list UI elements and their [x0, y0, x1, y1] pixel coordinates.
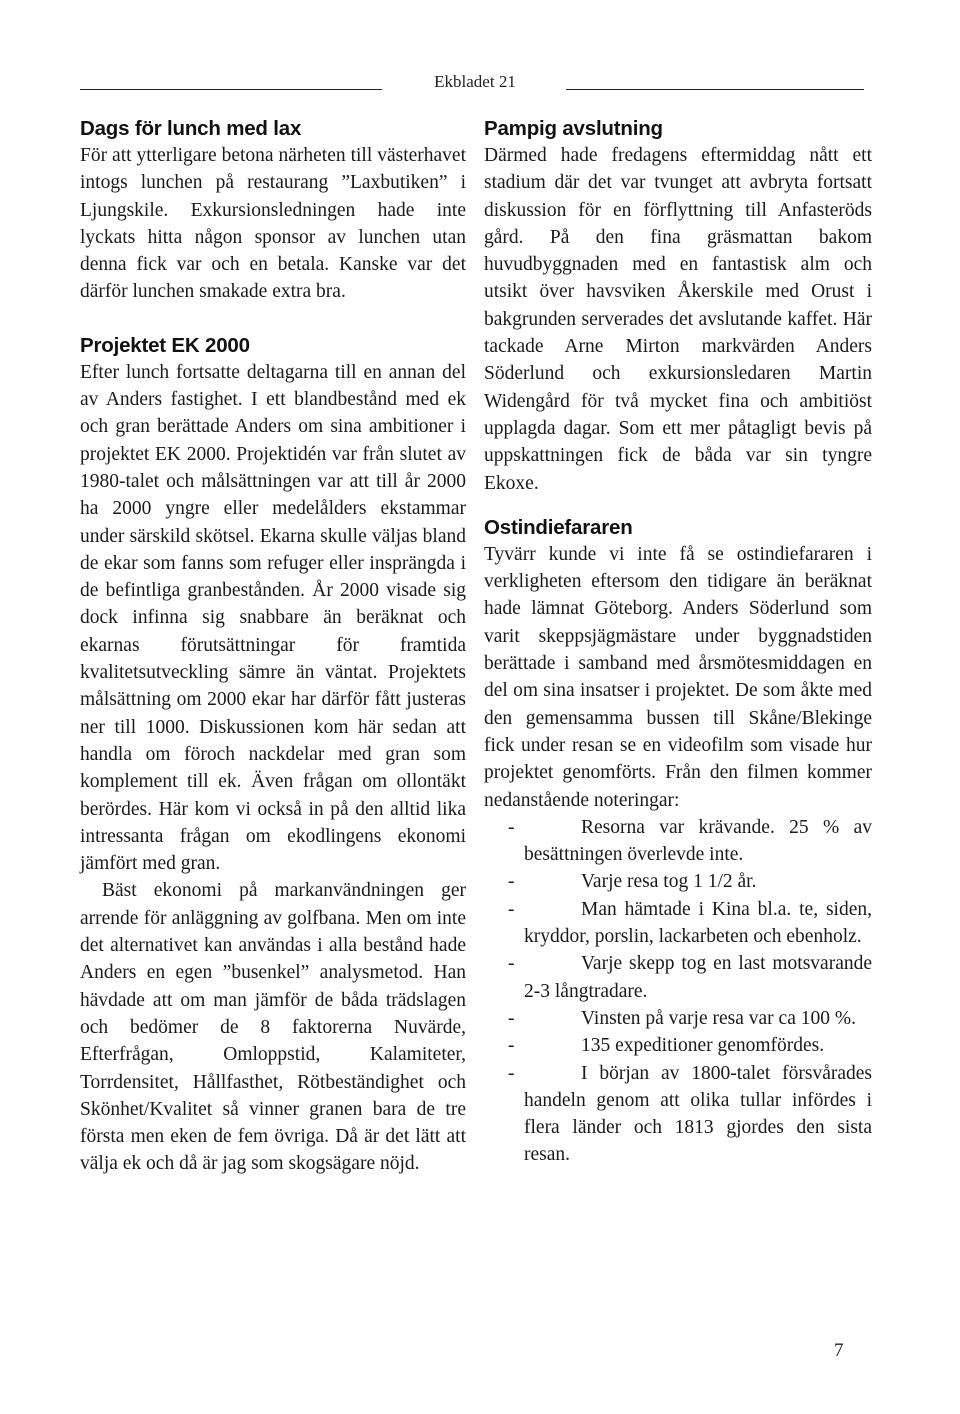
paragraph-ek2000-2: Bäst ekonomi på markanvändningen ger arrende för anläggning av golfbana. Men om inte det alternativet kan användas i alla bestånd hade Anders en egen ”busenkel” analysmetod. Han hävdade att om man jämför de båda trädslagen och bedömer de 8 faktorerna Nuvärde, Efterfrågan, Omloppstid, Kalamiteter, Torrdensitet, Hållfasthet, Rötbeständighet och Skönhet/Kvalitet så vinner granen bara de tre första men eken de fem övriga. Då är det lätt att välja ek och då är jag som skogsägare nöjd. — [80, 880, 466, 1175]
section-heading-ostindiefararen: Ostindiefararen — [484, 515, 633, 539]
list-item: - I början av 1800-talet försvårades handeln genom att olika tullar infördes i flera länder och 1813 gjordes den sista resan. — [508, 1062, 872, 1166]
list-item: - 135 expeditioner genomfördes. — [508, 1035, 825, 1057]
header-rule-left — [80, 89, 382, 90]
paragraph-lunch: För att ytterligare betona närheten till västerhavet intogs lunchen på restaurang ”Laxbutiken” i Ljungskile. Exkursionsledningen hade inte lyckats hitta någon sponsor av lunchen utan denna fick var och en betala. Kanske var det därför lunchen smakade extra bra. — [80, 145, 466, 303]
section-heading-avslutning: Pampig avslutning — [484, 117, 663, 140]
right-column — [484, 116, 872, 1169]
paragraph-ek2000-1: Efter lunch fortsatte deltagarna till en annan del av Anders fastighet. I ett blandbestånd med ek och gran berättade Anders om sina ambitioner i projektet EK 2000. Projektidén var från slutet av 1980-talet och målsättningen var att till år 2000 ha 2000 yngre eller medelålders ekstammar under särskild skötsel. Ekarna skulle väljas bland de ekar som fanns som refuger eller insprängda i de befintliga granbestånden. År 2000 visade sig dock infinna sig snabbare än beräknat och ekarnas förutsättningar för framtida kvalitetsutveckling sämre än väntat. Projektets målsättning om 2000 ekar har därför fått justeras ner till 1000. Diskussionen kom här sedan att handla om föroch nackdelar med gran som komplement till ek. Även frågan om ollontäkt berördes. Här kom vi också in på den alltid lika intressanta frågan om ekodlingens ekonomi jämfört med gran. — [80, 361, 466, 875]
left-column — [80, 116, 466, 1178]
list-item: - Man hämtade i Kina bl.a. te, siden, kryddor, porslin, lackarbeten och ebenholz. — [508, 898, 872, 948]
notes-list — [484, 814, 872, 1169]
paragraph-avslutning: Därmed hade fredagens eftermiddag nått ett stadium där det var tvunget att avbryta fortsatt diskussion för en förflyttning till Anfasteröds gård. På den fina gräsmattan bakom huvudbyggnaden med en fantastisk alm och utsikt över havsviken Åkerskile med Orust i bakgrunden serverades det avslutande kaffet. Här tackade Arne Mirton markvärden Anders Söderlund och exkursionsledaren Martin Widengård för två mycket fina och ambitiöst upplagda dagar. Som ett mer påtagligt bevis på uppskattningen fick de båda var sin tyngre Ekoxe. — [484, 145, 872, 494]
running-header: Ekbladet 21 — [434, 72, 516, 91]
page-number: 7 — [834, 1340, 844, 1361]
section-heading-ek2000: Projektet EK 2000 — [80, 333, 250, 357]
list-item: - Resorna var krävande. 25 % av besättningen överlevde inte. — [508, 816, 872, 866]
list-item: - Varje resa tog 1 1/2 år. — [508, 871, 757, 893]
header-rule-right — [566, 89, 864, 90]
list-item: - Vinsten på varje resa var ca 100 %. — [508, 1007, 856, 1029]
list-item: - Varje skepp tog en last motsvarande 2-3 långtradare. — [508, 953, 872, 1002]
paragraph-ostindiefararen: Tyvärr kunde vi inte få se ostindiefararen i verkligheten eftersom den tidigare än beräknat hade lämnat Göteborg. Anders Söderlund som varit skeppsjägmästare under byggnadstiden berättade i samband med årsmötesmiddagen en del om sina insatser i projektet. De som åkte med den gemensamma bussen till Skåne/Blekinge fick under resan se en videofilm som visade hur projektet genomförts. Från den filmen kommer nedanstående noteringar: — [484, 543, 872, 811]
section-heading-lunch: Dags för lunch med lax — [80, 117, 302, 140]
